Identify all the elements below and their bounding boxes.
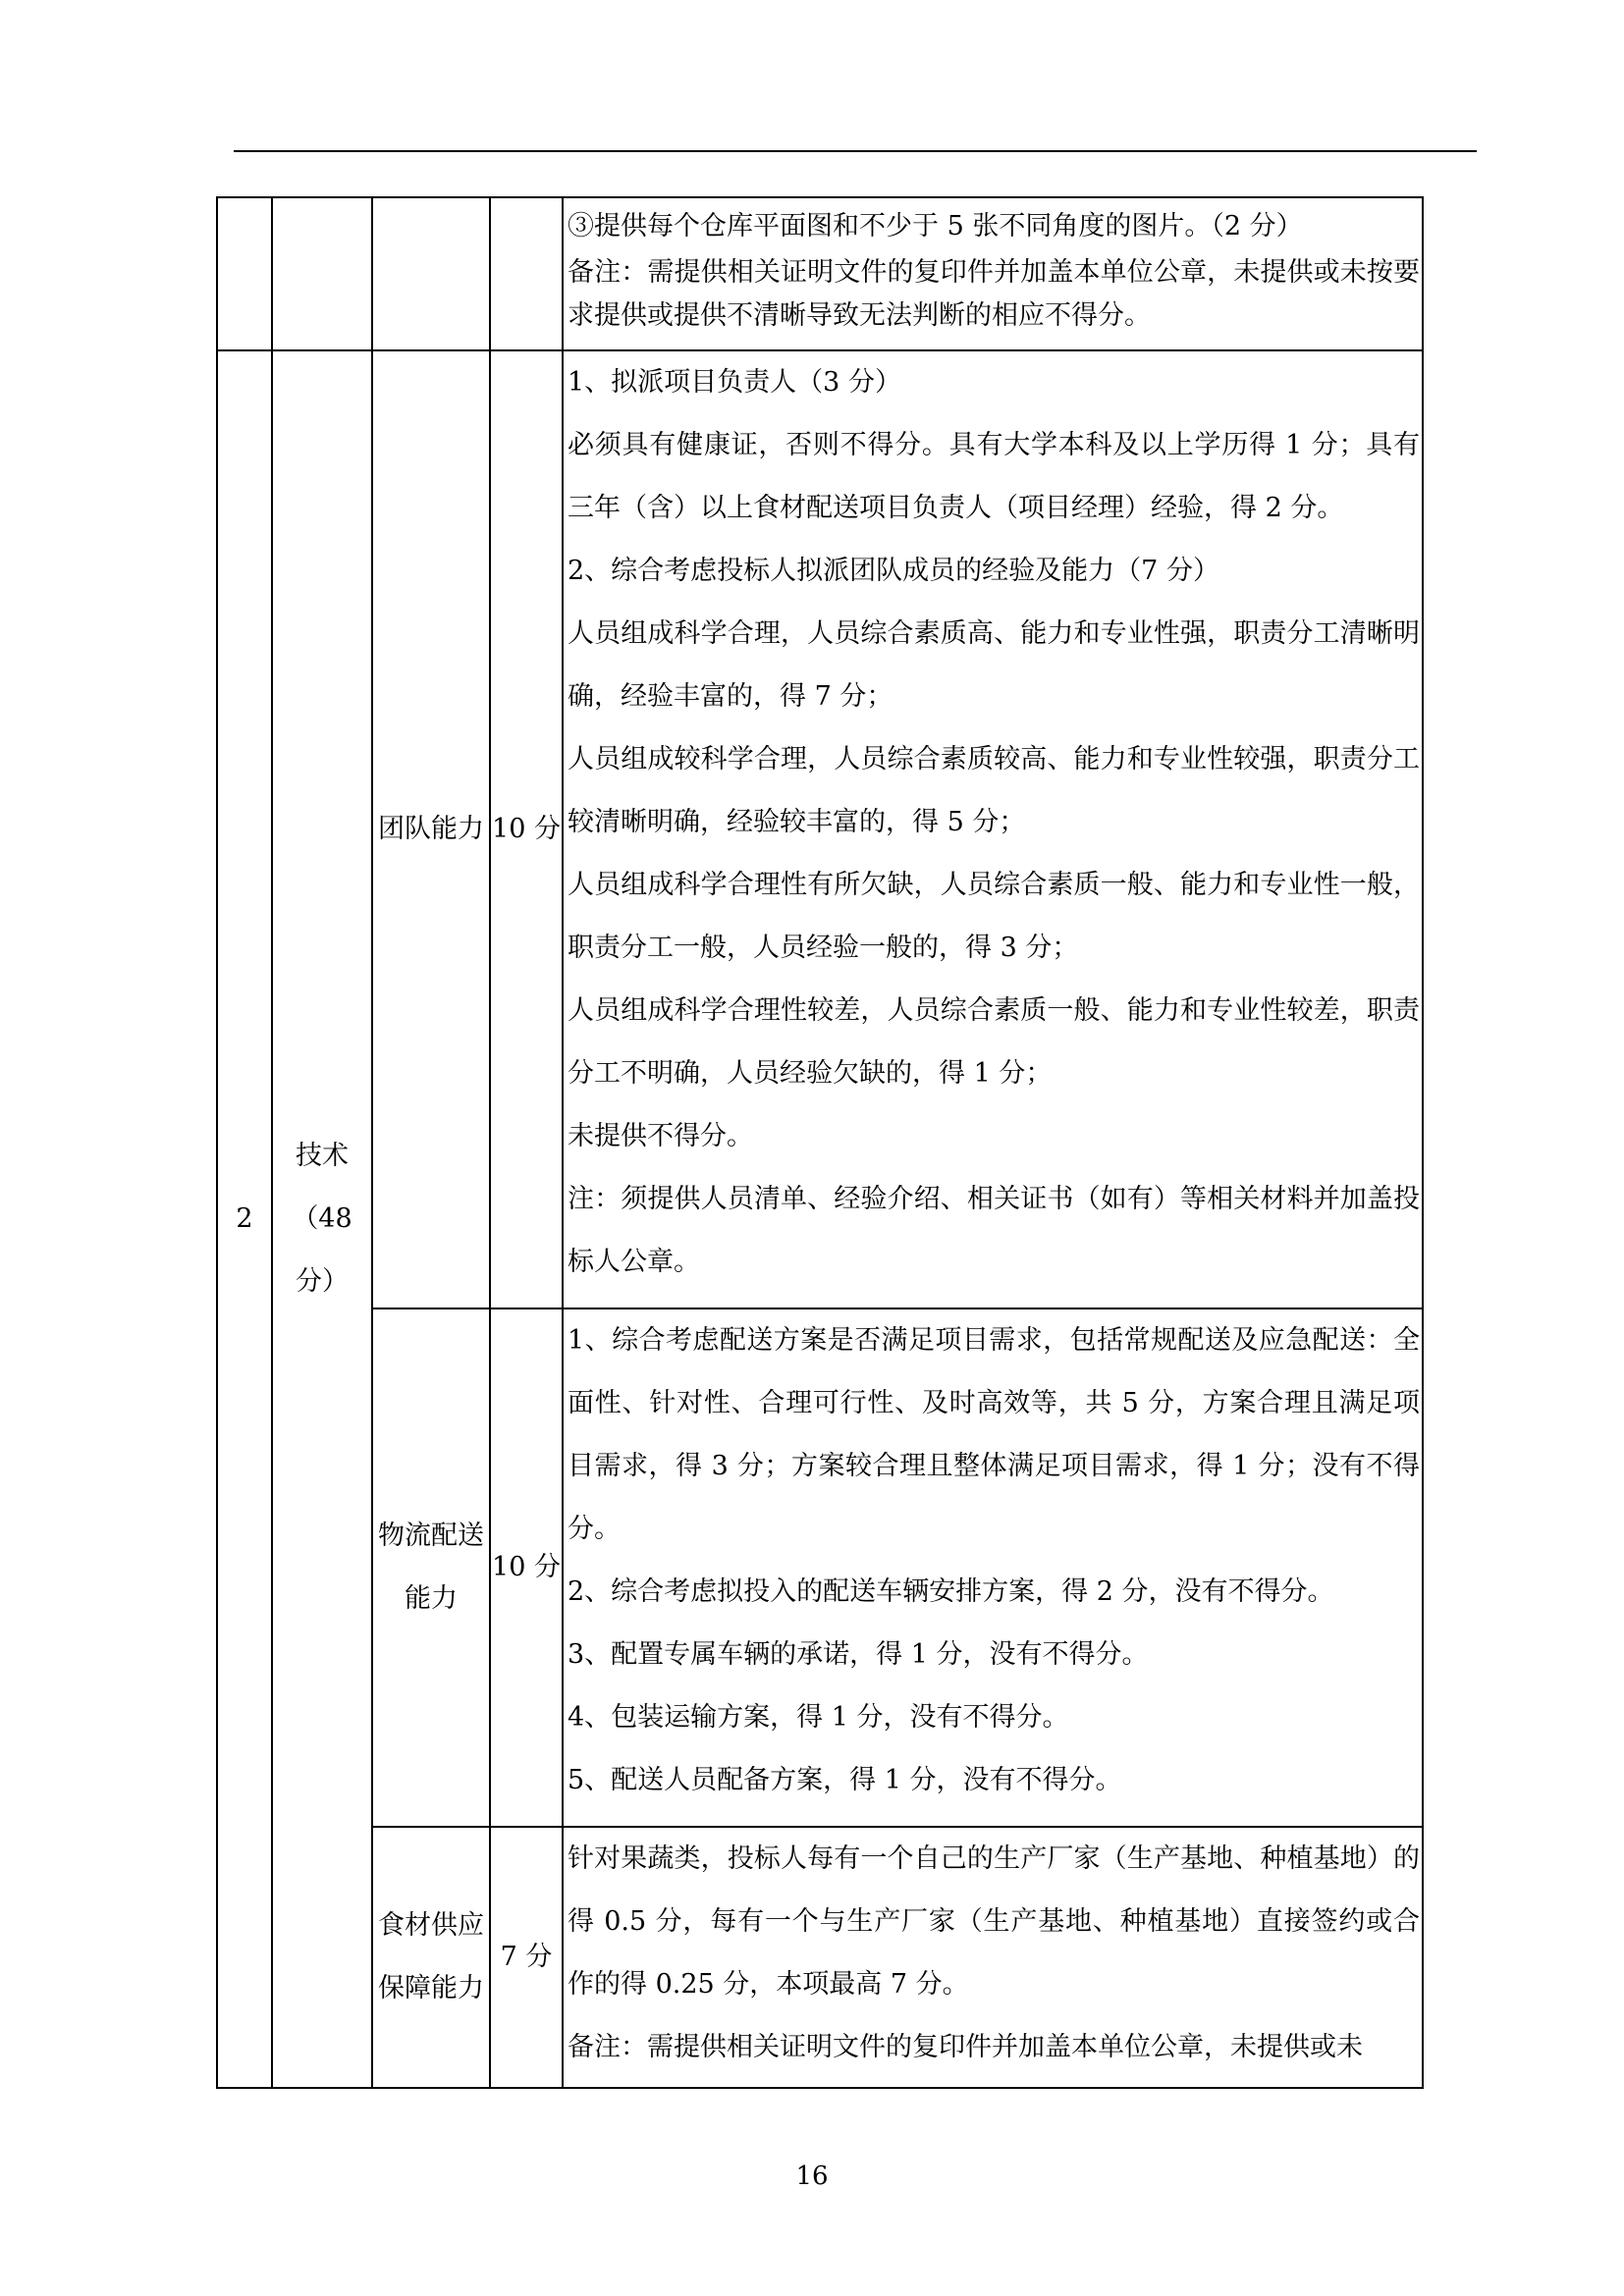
scoring-table — [216, 196, 1424, 2089]
section-index: 2 — [217, 350, 272, 2088]
score-cell-empty — [490, 197, 563, 350]
logistics-row — [217, 1308, 1423, 1827]
item-criteria: 针对果蔬类，投标人每有一个自己的生产厂家（生产基地、种植基地）的得 0.5 分，每有一个与生产厂家（生产基地、种植基地）直接签约或合作的得 0.25 分，本项最高 7 分。 备注：需提供相关证明文件的复印件并加盖本单位公章，未提供或未 — [563, 1827, 1423, 2088]
item-name: 团队能力 — [372, 350, 490, 1308]
item-name: 食材供应 保障能力 — [372, 1827, 490, 2088]
item-criteria: 1、综合考虑配送方案是否满足项目需求，包括常规配送及应急配送：全面性、针对性、合理可行性、及时高效等，共 5 分，方案合理且满足项目需求，得 3 分；方案较合理且整体满足项目需求，得 1 分；没有不得分。 2、综合考虑拟投入的配送车辆安排方案，得 2 分，没有不得分。 3、配置专属车辆的承诺，得 1 分，没有不得分。 4、包装运输方案，得 1 分，没有不得分。 5、配送人员配备方案，得 1 分，没有不得分。 — [563, 1308, 1423, 1827]
criteria-cell — [563, 197, 1423, 350]
criteria-line: ③提供每个仓库平面图和不少于 5 张不同角度的图片。（2 分） — [568, 211, 1303, 241]
index-cell-empty — [217, 197, 272, 350]
section-category: 技术 （48 分） — [272, 350, 372, 2088]
item-name: 物流配送 能力 — [372, 1308, 490, 1827]
item-criteria: 1、拟派项目负责人（3 分） 必须具有健康证，否则不得分。具有大学本科及以上学历得 1 分；具有三年（含）以上食材配送项目负责人（项目经理）经验，得 2 分。 2、综合考虑投标人拟派团队成员的经验及能力（7 分） 人员组成科学合理，人员综合素质高、能力和专业性强，职责分工清晰明确，经验丰富的，得 7 分； 人员组成较科学合理，人员综合素质较高、能力和专业性较强，职责分工较清晰明确，经验较丰富的，得 5 分； 人员组成科学合理性有所欠缺，人员综合素质一般、能力和专业性一般，职责分工一般，人员经验一般的，得 3 分； 人员组成科学合理性较差，人员综合素质一般、能力和专业性较差，职责分工不明确，人员经验欠缺的，得 1 分； 未提供不得分。 注：须提供人员清单、经验介绍、相关证书（如有）等相关材料并加盖投标人公章。 — [563, 350, 1423, 1308]
item-cell-empty — [372, 197, 490, 350]
continuation-row — [217, 197, 1423, 350]
item-score: 7 分 — [490, 1827, 563, 2088]
team-ability-row — [217, 350, 1423, 1308]
category-cell-empty — [272, 197, 372, 350]
item-score: 10 分 — [490, 350, 563, 1308]
supply-guarantee-row — [217, 1827, 1423, 2088]
criteria-note: 备注：需提供相关证明文件的复印件并加盖本单位公章，未提供或未按要求提供或提供不清晰导致无法判断的相应不得分。 — [568, 257, 1420, 331]
header-rule — [234, 150, 1477, 152]
page-number: 16 — [795, 2162, 829, 2191]
item-score: 10 分 — [490, 1308, 563, 1827]
